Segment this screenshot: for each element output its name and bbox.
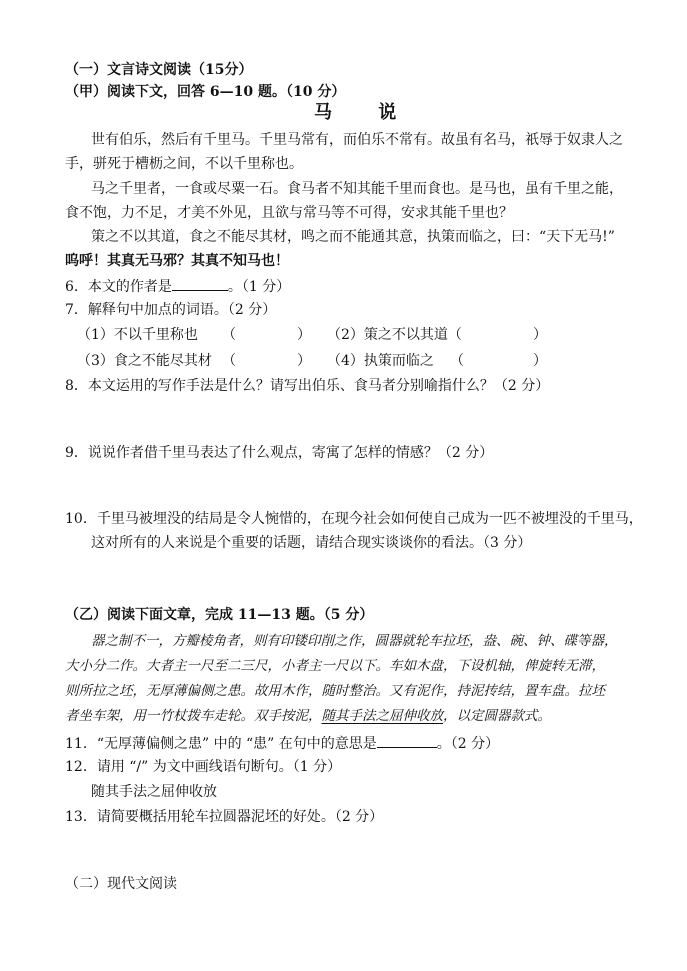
section2-heading: （二）现代文阅读 xyxy=(65,876,177,892)
part-b-passage-line1: 器之制不一，方瓣棱角者，则有印镂印削之作，圆器就轮车拉坯，盎、碗、钟、碟等器， xyxy=(91,633,618,649)
question-8: 8．本文运用的写作手法是什么？请写出伯乐、食马者分别喻指什么？（2 分） xyxy=(65,378,550,394)
passage-line4-end: ，以定圆器款式。 xyxy=(443,708,551,724)
q7-item-1-open: （ xyxy=(222,327,236,343)
q7-item-1-close: ） xyxy=(297,327,311,343)
question-12: 12．请用 “/” 为文中画线语句断句。（1 分） xyxy=(65,759,342,775)
part-b-passage-line2: 大小分二作。大者主一尺至二三尺，小者主一尺以下。车如木盘，下设机轴，俾旋转无滞， xyxy=(65,658,605,674)
q7-item-2-close: ） xyxy=(533,327,547,343)
para2-line2: 食不饱，力不足，才美不外见，且欲与常马等不可得，安求其能千里也？ xyxy=(65,205,513,221)
part-a-heading xyxy=(65,83,345,101)
q6-suffix: 。（1 分） xyxy=(227,279,291,295)
q7-item-3-open: （ xyxy=(222,353,236,369)
underlined-sentence: 随其手法之屈伸收放 xyxy=(321,708,443,724)
part-a-text: （甲）阅读下文，回答 6—10 题。（10 分） xyxy=(65,84,346,100)
q7-item-1: （1）不以千里称也 xyxy=(77,327,198,343)
q11-suffix: 。（2 分） xyxy=(436,736,500,752)
q7-item-4: （4）执策而临之 xyxy=(327,353,434,369)
q7-item-4-close: ） xyxy=(533,353,547,369)
question-10-line2: 这对所有的人来说是个重要的话题，请结合现实谈谈你的看法。（3 分） xyxy=(91,535,532,551)
para3-line1: 策之不以其道，食之不能尽其材，鸣之而不能通其意，执策而临之，曰：“天下无马!” xyxy=(91,229,615,245)
para2-line1: 马之千里者，一食或尽粟一石。食马者不知其能千里而食也。是马也，虽有千里之能， xyxy=(91,181,623,197)
q6-prefix: 6．本文的作者是 xyxy=(65,279,172,295)
passage-title: 马 说 xyxy=(314,102,417,123)
q11-answer-blank[interactable] xyxy=(377,733,437,748)
para3-line2: 呜呼！其真无马邪？其真不知马也！ xyxy=(65,253,289,269)
q7-item-3-close: ） xyxy=(297,353,311,369)
section1-heading: （一）文言诗文阅读（15分） xyxy=(65,62,253,78)
question-9: 9．说说作者借千里马表达了什么观点，寄寓了怎样的情感？（2 分） xyxy=(65,445,494,461)
q7-item-4-open: （ xyxy=(450,353,464,369)
part-b-heading: （乙）阅读下面文章，完成 11—13 题。（5 分） xyxy=(65,607,374,623)
q12-sentence: 随其手法之屈伸收放 xyxy=(91,784,217,800)
question-7: 7．解释句中加点的词语。（2 分） xyxy=(65,302,277,318)
part-b-passage-line3: 则所拉之坯，无厚薄偏侧之患。故用木作，随时整治。又有泥作，持泥抟结，置车盘。拉坯 xyxy=(65,683,605,699)
q7-item-3: （3）食之不能尽其材 xyxy=(77,353,212,369)
q6-answer-blank[interactable] xyxy=(172,276,228,291)
part-b-passage-line4 xyxy=(65,707,551,725)
q7-item-2: （2）策之不以其道（ xyxy=(327,327,462,343)
q11-prefix: 11．“无厚薄偏侧之患” 中的 “患” 在句中的意思是 xyxy=(65,736,377,752)
para1-line1: 世有伯乐，然后有千里马。千里马常有，而伯乐不常有。故虽有名马，祇辱于奴隶人之 xyxy=(91,132,623,148)
question-11 xyxy=(65,733,499,753)
passage-line4-start: 者坐车架，用一竹杖拨车走轮。双手按泥， xyxy=(65,708,322,724)
question-10-line1: 10．千里马被埋没的结局是令人惋惜的，在现今社会如何使自己成为一匹不被埋没的千里马， xyxy=(65,511,643,527)
para1-line2: 手，骈死于槽枥之间，不以千里称也。 xyxy=(65,156,303,172)
question-13: 13．请简要概括用轮车拉圆器泥坯的好处。（2 分） xyxy=(65,809,384,825)
question-6 xyxy=(65,276,290,296)
